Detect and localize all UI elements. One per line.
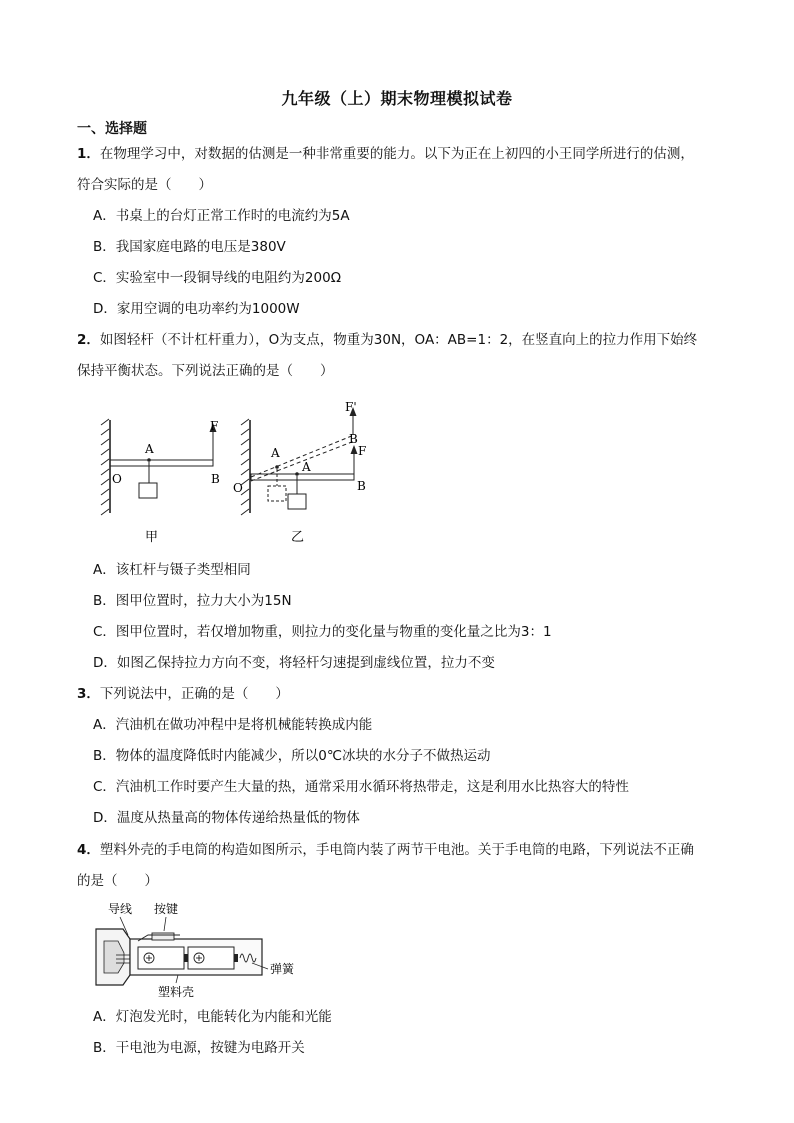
switch-button [152, 933, 174, 940]
point-a-right [295, 472, 299, 476]
question-3-option-a: A．汽油机在做功冲程中是将机械能转换成内能 [93, 717, 373, 733]
question-2-option-d: D．如图乙保持拉力方向不变，将轻杆匀速提到虚线位置，拉力不变 [93, 655, 495, 671]
lever-bar-left [110, 460, 213, 466]
label-spring: 弹簧 [270, 962, 295, 976]
question-1-option-d: D．家用空调的电功率约为1000W [93, 301, 300, 317]
question-3-option-c: C．汽油机工作时要产生大量的热，通常采用水循环将热带走，这是利用水比热容大的特性 [93, 779, 629, 795]
weight-dashed [268, 486, 286, 501]
section-heading: 一、选择题 [77, 121, 147, 137]
question-4-option-a: A．灯泡发光时，电能转化为内能和光能 [93, 1009, 332, 1025]
question-2-option-c: C．图甲位置时，若仅增加物重，则拉力的变化量与物重的变化量之比为3：1 [93, 624, 552, 640]
page-title: 九年级（上）期末物理模拟试卷 [281, 89, 513, 108]
question-2-stem-2: 保持平衡状态。下列说法正确的是（ ） [77, 363, 334, 379]
caption-right: 乙 [291, 530, 305, 545]
label-o-left: O [112, 472, 122, 486]
wall-right [241, 419, 250, 515]
label-button: 按键 [154, 902, 179, 916]
point-a-left [147, 458, 151, 462]
lever-figure [95, 395, 385, 550]
label-b-left: B [211, 472, 220, 486]
battery-1 [138, 947, 184, 969]
label-f-right: F [358, 444, 367, 458]
question-2-line-1 [77, 330, 697, 350]
weight-right [288, 494, 306, 509]
question-2-option-b: B．图甲位置时，拉力大小为15N [93, 593, 292, 609]
question-1-stem-2: 符合实际的是（ ） [77, 177, 212, 193]
question-4-stem-2: 的是（ ） [77, 873, 158, 889]
label-a-left: A [145, 442, 154, 456]
label-wire: 导线 [108, 902, 133, 916]
question-4-line-1 [77, 840, 694, 860]
label-b-dashed: B [349, 432, 358, 446]
question-4-option-b: B．干电池为电源，按键为电路开关 [93, 1040, 305, 1056]
question-3-stem-1: 下列说法中，正确的是（ ） [99, 686, 289, 702]
question-3-number: 3． [77, 686, 100, 702]
label-f-left: F [210, 419, 219, 433]
question-3-option-b: B．物体的温度降低时内能减少，所以0℃冰块的水分子不做热运动 [93, 748, 491, 764]
question-1-option-b: B．我国家庭电路的电压是380V [93, 239, 286, 255]
label-a-right: A [302, 460, 311, 474]
question-2-number: 2． [77, 332, 100, 348]
question-1-option-a: A．书桌上的台灯正常工作时的电流约为5A [93, 208, 350, 224]
question-2-stem-1: 如图轻杆（不计杠杆重力），O为支点，物重为30N，OA：AB=1：2，在竖直向上的拉力作用下始终 [99, 332, 698, 348]
battery-2 [188, 947, 234, 969]
label-f-prime: F' [345, 400, 357, 414]
label-shell: 塑料壳 [158, 985, 195, 999]
label-a-dashed: A [271, 446, 280, 460]
question-3-option-d: D．温度从热量高的物体传递给热量低的物体 [93, 810, 360, 826]
weight-left [139, 483, 157, 498]
caption-left: 甲 [145, 530, 159, 545]
question-4-number: 4． [77, 842, 100, 858]
question-1-number: 1． [77, 146, 100, 162]
question-1-line-1 [77, 144, 694, 164]
wall-left [101, 419, 110, 515]
question-3-line-1 [77, 684, 289, 704]
flashlight-figure [88, 897, 328, 1002]
question-2-option-a: A．该杠杆与镊子类型相同 [93, 562, 251, 578]
question-1-stem-1: 在物理学习中，对数据的估测是一种非常重要的能力。以下为正在上初四的小王同学所进行的估测， [99, 146, 694, 162]
question-4-stem-1: 塑料外壳的手电筒的构造如图所示，手电筒内装了两节干电池。关于手电筒的电路，下列说法不正确 [99, 842, 694, 858]
question-1-option-c: C．实验室中一段铜导线的电阻约为200Ω [93, 270, 342, 286]
label-b-right: B [357, 479, 366, 493]
label-o-right: O [233, 481, 243, 495]
